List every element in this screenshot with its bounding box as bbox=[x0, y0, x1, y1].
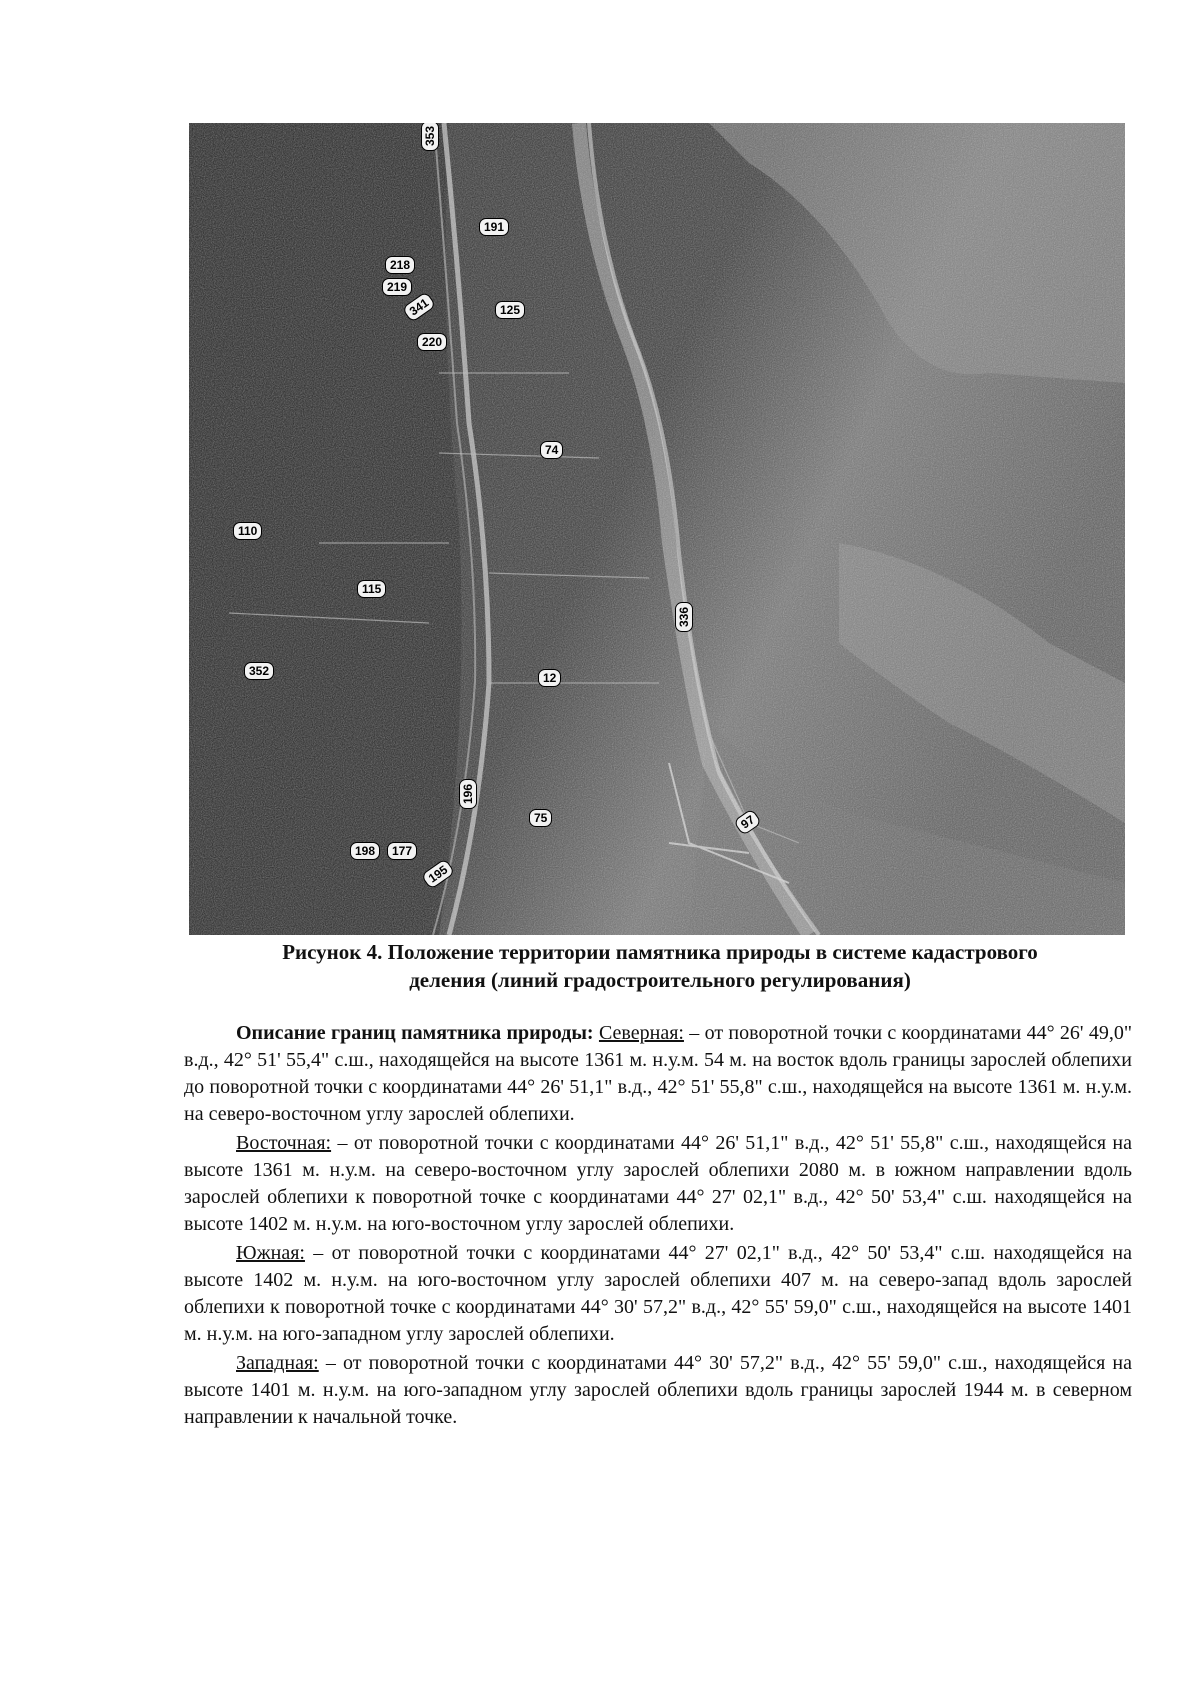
east-label: Восточная: bbox=[236, 1132, 332, 1154]
east-text: – от поворотной точки с координатами 44° 26' 51,1" в.д., 42° 51' 55,8" с.ш., находящейся на высоте 1361 м. н.у.м. на северо-восточном углу зарослей облепихи 2080 м. в южном направлении вдоль зарослей облепихи к поворотной точке с координатами 44° 27' 02,1" в.д., 42° 50' 53,4" с.ш. находящейся на высоте 1402 м. н.у.м. на юго-восточном углу зарослей облепихи. bbox=[184, 1132, 1132, 1235]
plot-label-219: 219 bbox=[382, 278, 412, 296]
west-text: – от поворотной точки с координатами 44° 30' 57,2" в.д., 42° 55' 59,0" с.ш., находящейся на высоте 1401 м. н.у.м. на юго-западном углу зарослей облепихи вдоль границы зарослей 1944 м. в северном направлении к начальной точке. bbox=[184, 1352, 1132, 1428]
plot-label-125: 125 bbox=[495, 301, 525, 319]
south-text: – от поворотной точки с координатами 44° 27' 02,1" в.д., 42° 50' 53,4" с.ш. находящейся на высоте 1402 м. н.у.м. на юго-восточном углу зарослей облепихи 407 м. на северо-запад вдоль зарослей облепихи к поворотной точке с координатами 44° 30' 57,2" в.д., 42° 55' 59,0" с.ш., находящейся на высоте 1401 м. н.у.м. на юго-западном углу зарослей облепихи. bbox=[184, 1242, 1132, 1345]
boundary-description bbox=[184, 1020, 1132, 1433]
south-label: Южная: bbox=[236, 1242, 305, 1264]
plot-label-353: 353 bbox=[421, 123, 439, 151]
plot-label-218: 218 bbox=[385, 256, 415, 274]
caption-line-1: Рисунок 4. Положение территории памятника природы в системе кадастрового bbox=[282, 940, 1038, 964]
plot-label-177: 177 bbox=[387, 842, 417, 860]
paragraph-south bbox=[184, 1240, 1132, 1348]
plot-label-352: 352 bbox=[244, 662, 274, 680]
figure-caption bbox=[180, 938, 1140, 994]
cadastral-map-figure bbox=[189, 123, 1125, 935]
plot-label-12: 12 bbox=[538, 669, 561, 687]
plot-label-198: 198 bbox=[350, 842, 380, 860]
plot-label-115: 115 bbox=[357, 580, 386, 598]
plot-label-336: 336 bbox=[675, 602, 693, 632]
plot-label-97: 97 bbox=[733, 808, 762, 836]
plot-label-195: 195 bbox=[421, 858, 456, 890]
paragraph-west bbox=[184, 1350, 1132, 1431]
plot-label-220: 220 bbox=[417, 333, 447, 351]
plot-label-196: 196 bbox=[459, 779, 477, 809]
intro-label: Описание границ памятника природы: bbox=[236, 1022, 594, 1044]
plot-label-341: 341 bbox=[402, 291, 437, 323]
plot-label-75: 75 bbox=[529, 809, 552, 827]
paragraph-east bbox=[184, 1130, 1132, 1238]
plot-label-74: 74 bbox=[540, 441, 563, 459]
west-label: Западная: bbox=[236, 1352, 319, 1374]
plot-label-191: 191 bbox=[479, 218, 509, 236]
satellite-image bbox=[189, 123, 1125, 935]
paragraph-north bbox=[184, 1020, 1132, 1128]
plot-label-110: 110 bbox=[233, 522, 262, 540]
caption-line-2: деления (линий градостроительного регулирования) bbox=[409, 968, 911, 992]
north-text: – от поворотной точки с координатами 44° 26' 49,0" в.д., 42° 51' 55,4" с.ш., находящейся на высоте 1361 м. н.у.м. 54 м. на восток вдоль границы зарослей облепихи до поворотной точки с координатами 44° 26' 51,1" в.д., 42° 51' 55,8" с.ш., находящейся на высоте 1361 м. н.у.м. на северо-восточном углу зарослей облепихи. bbox=[184, 1022, 1133, 1125]
north-label: Северная: bbox=[598, 1022, 684, 1044]
